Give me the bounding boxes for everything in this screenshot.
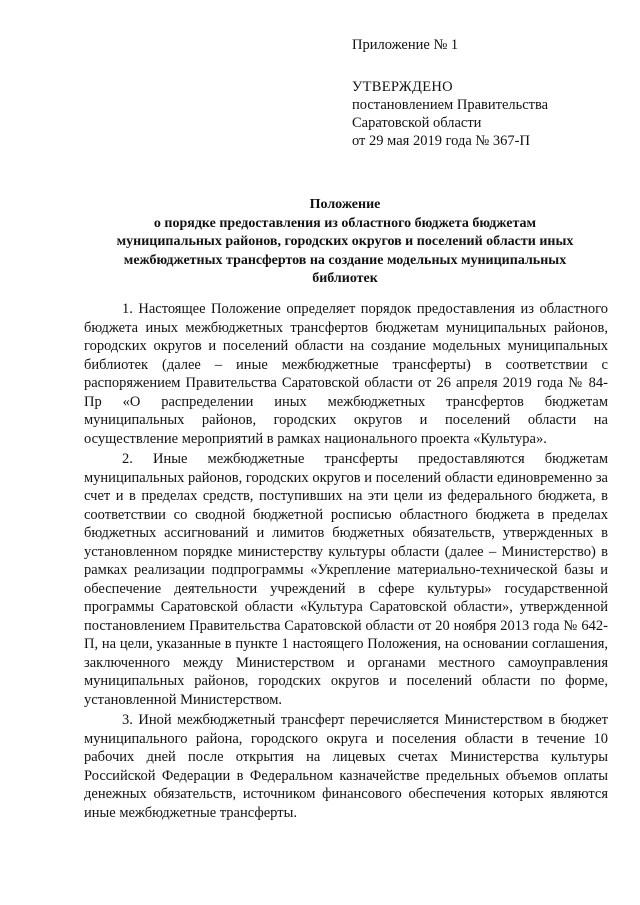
title-line: библиотек: [312, 271, 378, 286]
title-line: муниципальных районов, городских округов и поселений области иных: [116, 234, 574, 249]
paragraph-1: 1. Настоящее Положение определяет порядок предоставления из областного бюджета иных межбюджетных трансфертов бюджетам муниципальных районов, городских округов и поселений области на создание модельных муниципальных библиотек (далее – иные межбюджетные трансферты) в соответствии с распоряжением Правительства Саратовской области от 26 апреля 2019 года № 84-Пр «О распределении иных межбюджетных трансфертов бюджетам муниципальных районов, городских округов и поселений области на осуществление мероприятий в рамках национального проекта «Культура».: [84, 301, 608, 447]
document-body: [84, 300, 608, 824]
approval-date-line: от 29 мая 2019 года № 367-П: [352, 133, 530, 149]
approval-region-line: Саратовской области: [352, 115, 482, 131]
annex-label: Приложение № 1: [352, 37, 459, 53]
approval-resolution-line: постановлением Правительства: [352, 97, 549, 113]
approved-stamp-label: УТВЕРЖДЕНО: [352, 79, 453, 95]
title-line: Положение: [309, 197, 381, 212]
title-line: межбюджетных трансфертов на создание модельных муниципальных: [123, 252, 567, 268]
approval-block: [352, 36, 548, 150]
paragraph-2: 2. Иные межбюджетные трансферты предоставляются бюджетам муниципальных районов, городских округов и поселений области единовременно за счет и в пределах средств, поступивших на эти цели из федерального бюджета, в соответствии со сводной бюджетной росписью областного бюджета в пределах бюджетных ассигнований и лимитов бюджетных обязательств, утвержденных в установленном порядке министерству культуры области (далее – Министерство) в рамках реализации подпрограммы «Укрепление материально-технической базы и обеспечение деятельности учреждений в сфере культуры» государственной программы Саратовской области «Культура Саратовской области», утвержденной постановлением Правительства Саратовской области от 20 ноября 2013 года № 642-П, на цели, указанные в пункте 1 настоящего Положения, на основании соглашения, заключенного между Министерством и органами местного самоуправления муниципальных районов, городских округов и поселений области по форме, установленной Министерством.: [84, 451, 608, 708]
document-title: [84, 196, 606, 289]
title-line: о порядке предоставления из областного бюджета бюджетам: [153, 215, 537, 231]
paragraph-3: 3. Иной межбюджетный трансферт перечисляется Министерством в бюджет муниципального района, городского округа и поселения области в течение 10 рабочих дней после открытия на лицевых счетах Министерства культуры Российской Федерации в Федеральном казначействе предельных объемов оплаты денежных обязательств, источником финансового обеспечения которых являются иные межбюджетные трансферты.: [84, 712, 608, 821]
